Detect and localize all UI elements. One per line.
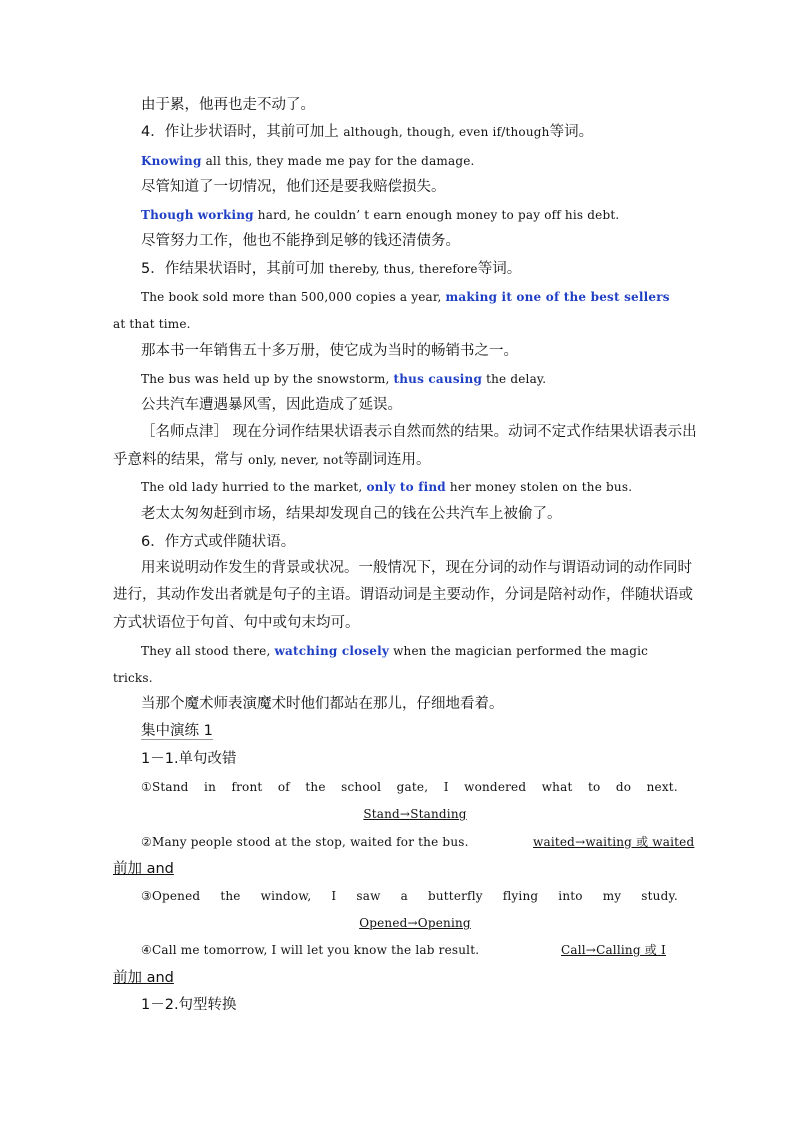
exercise-subheading: 1－1.单句改错: [141, 751, 237, 767]
example-sentence: [141, 369, 711, 389]
highlight-text: Though: [141, 208, 194, 222]
word: do: [615, 780, 632, 794]
text-span: all this, they made me pay for the damage.: [201, 154, 475, 168]
example-sentence: [141, 477, 711, 497]
highlight-text: making it one of the best sellers: [445, 290, 670, 304]
text-span: 4．作让步状语时，其前可加上: [141, 124, 344, 140]
word: into: [558, 889, 583, 903]
answer-text: 前加 and: [113, 970, 174, 986]
justified-row: [141, 886, 678, 906]
text-span: thereby, thus, therefore: [328, 262, 478, 276]
translation-line: 老太太匆匆赶到市场，结果却发现自己的钱在公共汽车上被偷了。: [141, 506, 562, 522]
paragraph-line: 用来说明动作发生的背景或状况。一般情况下，现在分词的动作与谓语动词的动作同时: [141, 560, 692, 576]
highlight-text: working: [197, 208, 254, 222]
exercise-question-1: [141, 777, 711, 797]
highlight-text: watching closely: [274, 644, 390, 658]
word: school: [341, 780, 382, 794]
example-sentence-cont: at that time.: [113, 317, 191, 331]
question-text: ④Call me tomorrow, I will let you know the lab result.: [141, 943, 480, 957]
text-span: The bus was held up by the snowstorm,: [141, 372, 394, 386]
text-span: 等副词连用。: [343, 452, 431, 468]
text-span: her money stolen on the bus.: [445, 480, 633, 494]
answer-4-cont: [113, 968, 683, 988]
word: saw: [356, 889, 381, 903]
word: what: [541, 780, 573, 794]
word: in: [204, 780, 216, 794]
word: a: [400, 889, 408, 903]
exercise-question-3: [141, 886, 711, 906]
word: I: [443, 780, 449, 794]
word: the: [220, 889, 241, 903]
word: gate,: [396, 780, 429, 794]
highlight-text: only to find: [366, 480, 446, 494]
tip-line: ［名师点津］ 现在分词作结果状语表示自然而然的结果。动词不定式作结果状语表示出: [141, 424, 697, 440]
text-span: when the magician performed the magic: [389, 644, 649, 658]
highlight-text: Knowing: [141, 154, 202, 168]
word: the: [305, 780, 326, 794]
translation-line: 尽管努力工作，他也不能挣到足够的钱还清债务。: [141, 233, 460, 249]
word: my: [602, 889, 622, 903]
exercise-title: [141, 721, 711, 741]
word: wondered: [464, 780, 527, 794]
question-text: ②Many people stood at the stop, waited for the bus.: [141, 835, 469, 849]
word: ③Opened: [141, 889, 201, 903]
answer-1: [113, 804, 717, 824]
answer-text: waited→waiting 或 waited: [533, 835, 695, 849]
word: front: [231, 780, 263, 794]
word: flying: [502, 889, 539, 903]
translation-line: 当那个魔术师表演魔术时他们都站在那儿，仔细地看着。: [141, 696, 504, 712]
translation-line: 公共汽车遭遇暴风雪，因此造成了延误。: [141, 397, 402, 413]
answer-text: Call→Calling 或 I: [561, 943, 666, 957]
example-sentence-cont: tricks.: [113, 671, 153, 685]
text-span: The old lady hurried to the market,: [141, 480, 367, 494]
section-heading-manner: 6．作方式或伴随状语。: [141, 534, 296, 550]
word: next.: [646, 780, 678, 794]
translation-line: 尽管知道了一切情况，他们还是要我赔偿损失。: [141, 179, 446, 195]
answer-text: 前加 and: [113, 861, 174, 877]
answer-text: Opened→Opening: [359, 916, 471, 930]
section-heading-result: [141, 259, 711, 279]
paragraph-line: 方式状语位于句首、句中或句末均可。: [113, 615, 360, 631]
text-span: 乎意料的结果，常与: [113, 452, 249, 468]
answer-2-cont: [113, 859, 683, 879]
answer-3: [113, 913, 717, 933]
paragraph-line: 由于累，他再也走不动了。: [141, 97, 315, 113]
text-span: The book sold more than 500,000 copies a year,: [141, 290, 446, 304]
highlight-text: thus causing: [393, 372, 483, 386]
paragraph-line: 进行，其动作发出者就是句子的主语。谓语动词是主要动作，分词是陪衬动作，伴随状语或: [113, 587, 693, 603]
word: I: [331, 889, 337, 903]
exercise-subheading: 1－2.句型转换: [141, 997, 237, 1013]
exercise-question-2: [141, 832, 721, 852]
answer-text: Stand→Standing: [363, 807, 467, 821]
exercise-question-4: [141, 940, 721, 960]
example-sentence: [141, 151, 711, 171]
word: ①Stand: [141, 780, 189, 794]
word: of: [277, 780, 290, 794]
text-span: They all stood there,: [141, 644, 275, 658]
exercise-title-text: 集中演练 1: [141, 723, 213, 739]
word: to: [587, 780, 601, 794]
text-span: 等词。: [477, 261, 522, 277]
example-sentence: [141, 287, 711, 307]
word: window,: [260, 889, 312, 903]
tip-line: [113, 450, 683, 470]
example-sentence: [141, 641, 711, 661]
word: butterfly: [427, 889, 483, 903]
section-heading-concession: [141, 122, 711, 142]
text-span: the delay.: [482, 372, 547, 386]
text-span: 5．作结果状语时，其前可加: [141, 261, 329, 277]
example-sentence: [141, 205, 711, 225]
text-span: only, never, not: [248, 453, 344, 467]
text-span: 等词。: [549, 124, 594, 140]
translation-line: 那本书一年销售五十多万册，使它成为当时的畅销书之一。: [141, 343, 518, 359]
text-span: hard, he couldn’ t earn enough money to pay off his debt.: [253, 208, 620, 222]
word: study.: [641, 889, 678, 903]
text-span: although, though, even if/though: [343, 125, 550, 139]
justified-row: [141, 777, 678, 797]
